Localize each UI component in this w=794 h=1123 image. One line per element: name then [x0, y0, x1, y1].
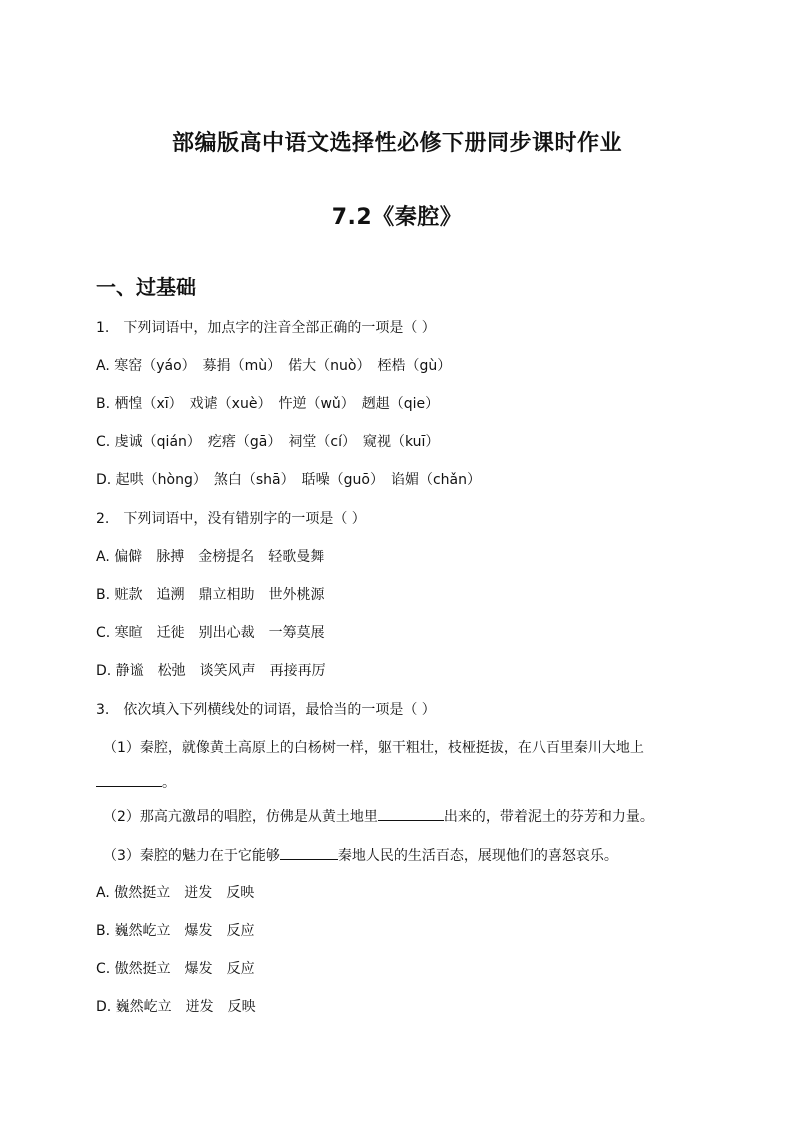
document-subtitle: 7.2《秦腔》: [331, 205, 463, 230]
question-3-option-a: A. 傲然挺立 迸发 反映: [96, 885, 255, 901]
sentence-1-end: 。: [162, 775, 176, 791]
sentence-3-after: 秦地人民的生活百态，展现他们的喜怒哀乐。: [337, 848, 618, 864]
sentence-3-before: （3）秦腔的魅力在于它能够: [103, 848, 280, 864]
fill-blank-3[interactable]: [280, 845, 338, 860]
question-3-sentence-1: [103, 738, 644, 758]
fill-blank-2[interactable]: [378, 806, 444, 821]
question-3-option-d: D. 巍然屹立 迸发 反映: [96, 999, 256, 1015]
question-1-option-b: B. 栖惶（xī） 戏谑（xuè） 忤逆（wǔ） 趔趄（qie）: [96, 396, 440, 412]
sentence-2-before: （2）那高亢激昂的唱腔，仿佛是从黄土地里: [103, 809, 378, 825]
sentence-1-text: （1）秦腔，就像黄土高原上的白杨树一样，躯干粗壮，枝桠挺拔，在八百里秦川大地上: [103, 740, 644, 756]
question-3-option-b: B. 巍然屹立 爆发 反应: [96, 923, 255, 939]
document-title: 部编版高中语文选择性必修下册同步课时作业: [171, 131, 622, 156]
question-2-option-a: A. 偏僻 脉搏 金榜提名 轻歌曼舞: [96, 549, 325, 565]
question-3-sentence-2: [103, 806, 654, 827]
section-heading: 一、过基础: [96, 275, 196, 299]
question-3-sentence-1-continued: [96, 772, 176, 793]
question-1-option-a: A. 寒窑（yáo） 募捐（mù） 偌大（nuò） 桎梏（gù）: [96, 358, 452, 374]
question-1-option-c: C. 虔诚（qián） 疙瘩（gā） 祠堂（cí） 窥视（kuī）: [96, 434, 440, 450]
fill-blank-1[interactable]: [96, 772, 162, 787]
question-2-option-d: D. 静谧 松弛 谈笑风声 再接再厉: [96, 663, 326, 679]
question-2-stem: 2. 下列词语中，没有错别字的一项是（ ）: [96, 511, 366, 527]
question-1-stem: 1. 下列词语中，加点字的注音全部正确的一项是（ ）: [96, 320, 436, 336]
question-2-option-b: B. 赃款 追溯 鼎立相助 世外桃源: [96, 587, 325, 603]
question-1-option-d: D. 起哄（hòng） 煞白（shā） 聒噪（guō） 谄媚（chǎn）: [96, 472, 481, 488]
question-3-stem: 3. 依次填入下列横线处的词语，最恰当的一项是（ ）: [96, 702, 436, 718]
sentence-2-after: 出来的，带着泥土的芬芳和力量。: [443, 809, 654, 825]
question-2-option-c: C. 寒暄 迁徙 别出心裁 一筹莫展: [96, 625, 325, 641]
question-3-sentence-3: [103, 845, 618, 866]
question-3-option-c: C. 傲然挺立 爆发 反应: [96, 961, 255, 977]
